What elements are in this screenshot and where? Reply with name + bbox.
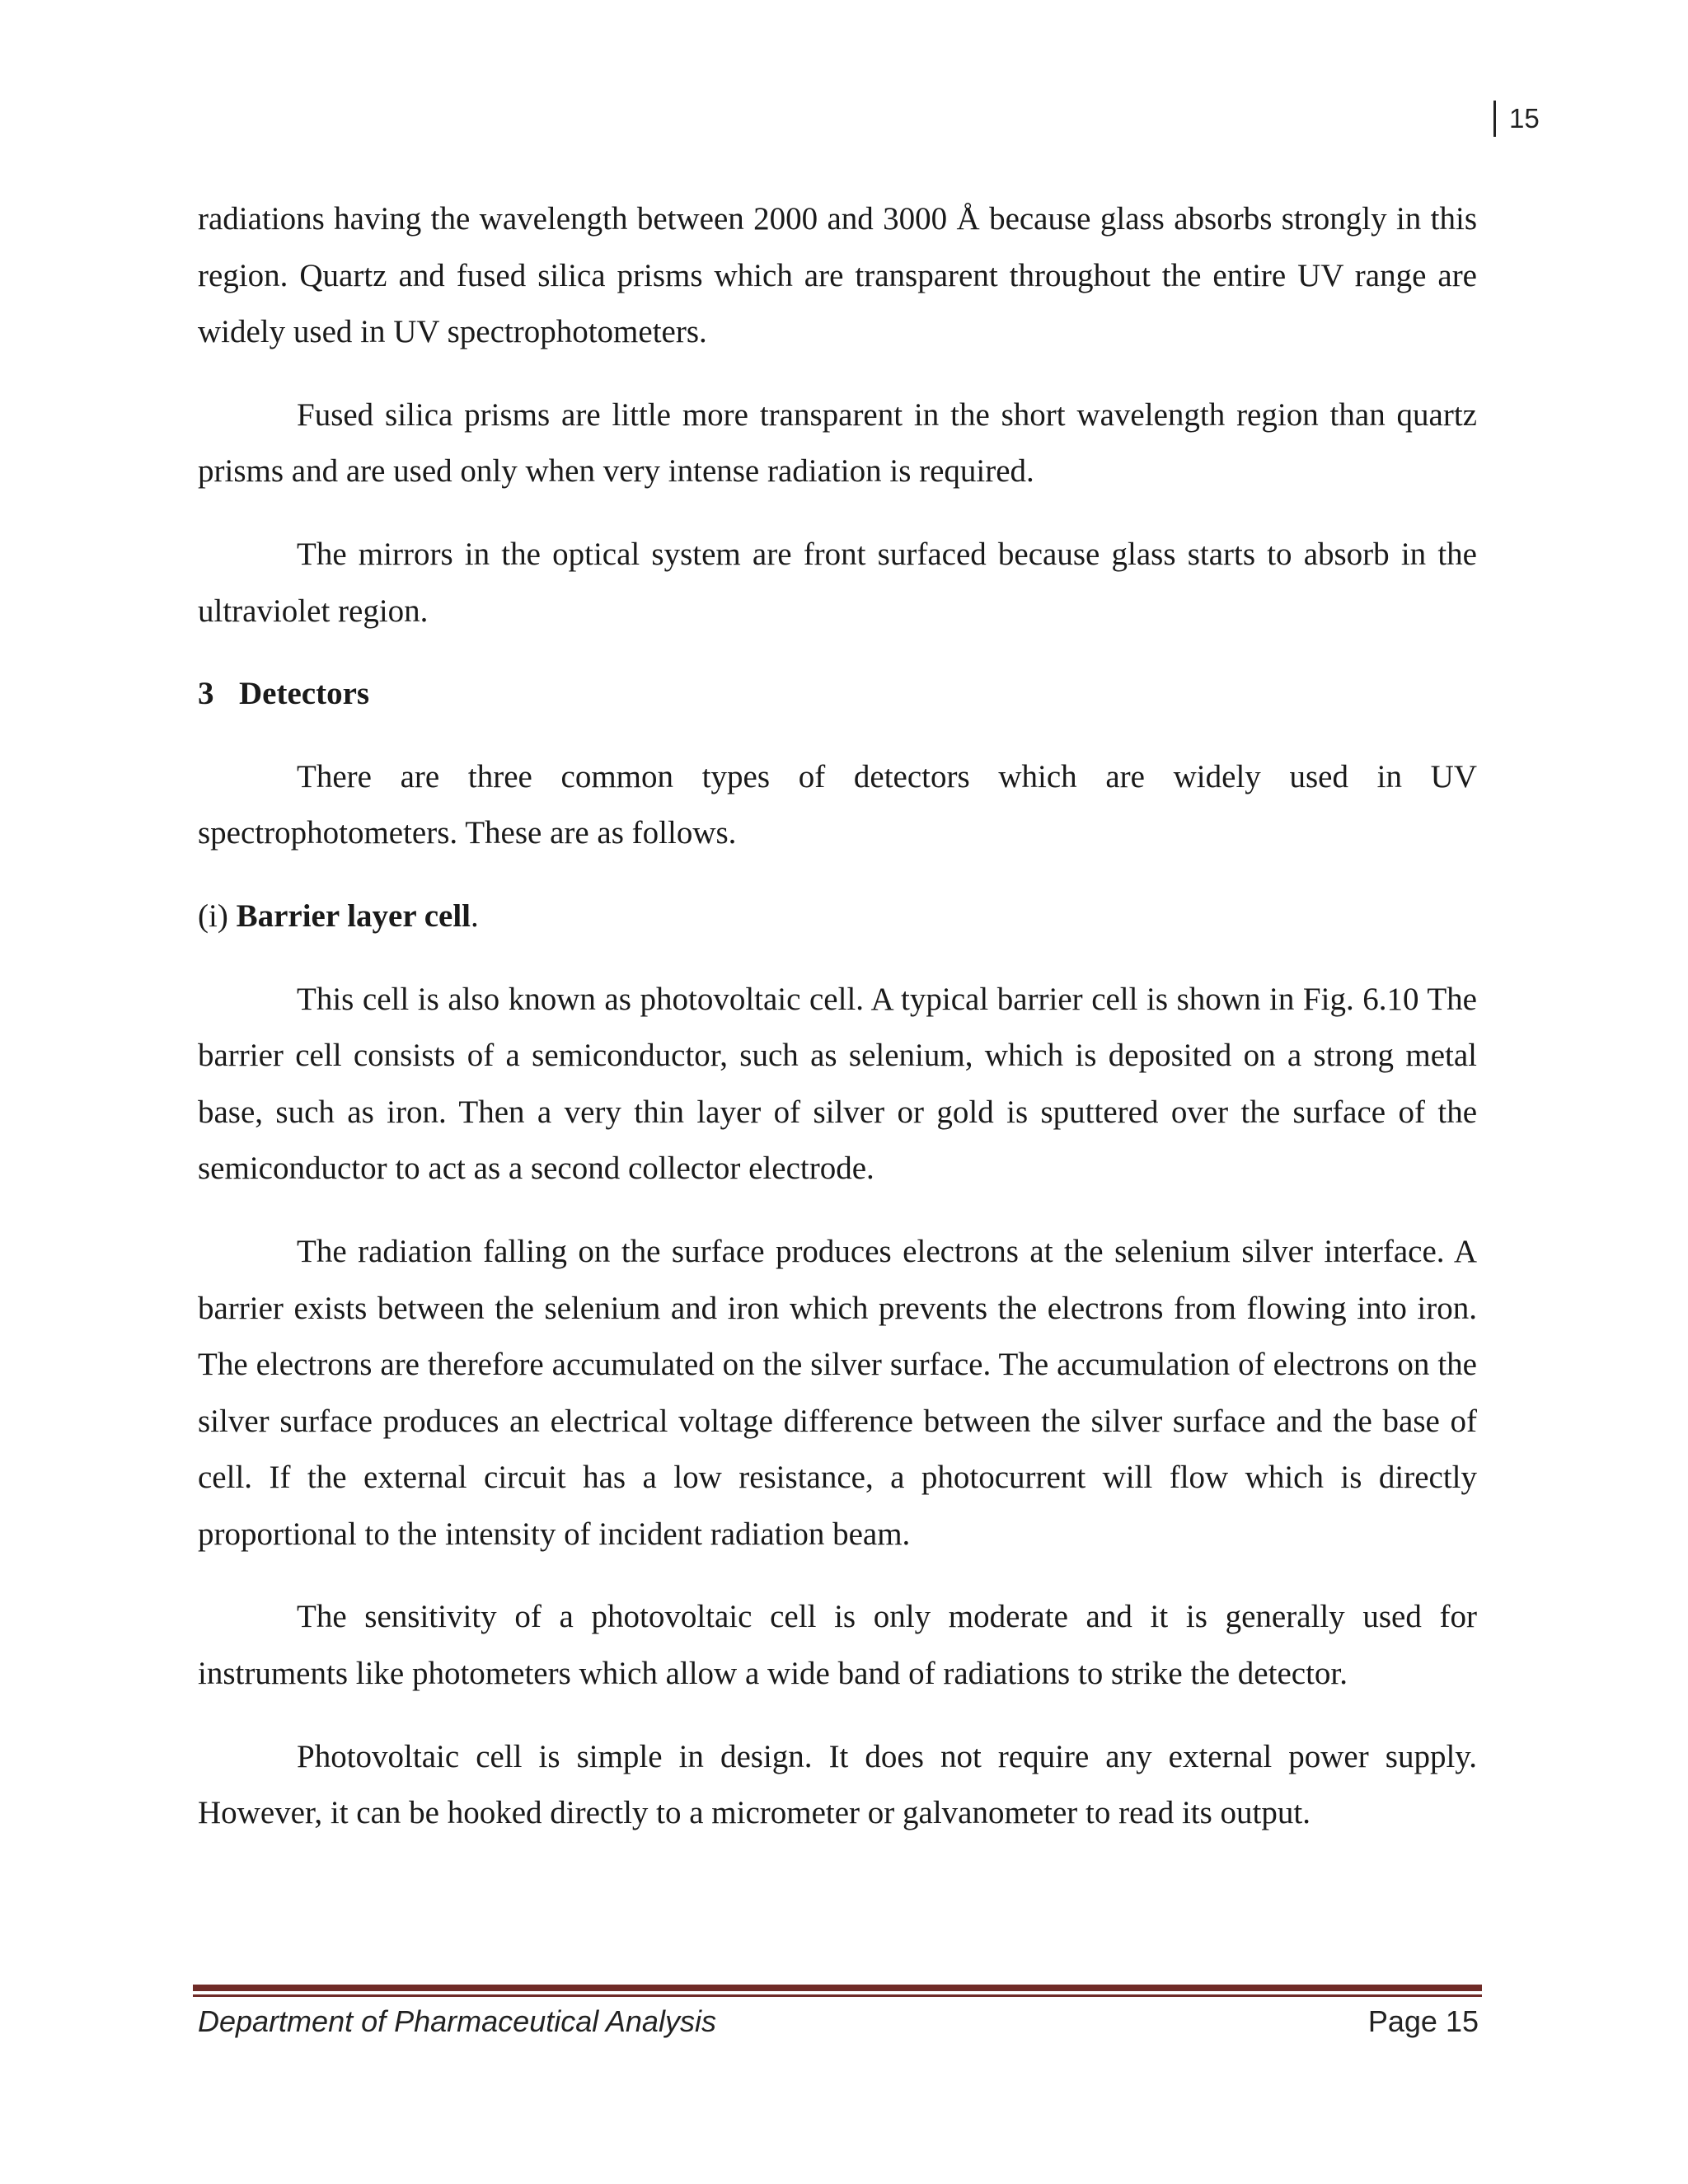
footer-rule-thin bbox=[193, 1994, 1482, 1997]
header-page-number: 15 bbox=[1493, 101, 1540, 137]
paragraph-2: Fused silica prisms are little more transparent in the short wavelength region than quartz prisms and are used only when very intense radiation is required. bbox=[198, 396, 1477, 490]
document-body bbox=[198, 191, 1477, 1868]
footer-department: Department of Pharmaceutical Analysis bbox=[198, 2004, 716, 2038]
paragraph-5: This cell is also known as photovoltaic cell. A typical barrier cell is shown in Fig. 6.10 The barrier cell consists of a semiconductor, such as selenium, which is deposited on a strong metal base, such as iron. Then a very thin layer of silver or gold is sputtered over the surface of the semiconductor to act as a second collector electrode. bbox=[198, 981, 1477, 1187]
subsection-prefix: (i) bbox=[198, 898, 237, 934]
section-number: 3 bbox=[198, 676, 214, 712]
section-heading bbox=[198, 666, 1477, 723]
paragraph-3: The mirrors in the optical system are front surfaced because glass starts to absorb in the ultraviolet region. bbox=[198, 536, 1477, 629]
section-title: Detectors bbox=[239, 676, 370, 712]
footer-rule bbox=[193, 1985, 1482, 2001]
paragraph-6: The radiation falling on the surface produces electrons at the selenium silver interface. A barrier exists between the selenium and iron which prevents the electrons from flowing into iron. The electrons are therefore accumulated on the silver surface. The accumulation of electrons on the silver surface produces an electrical voltage difference between the silver surface and the base of cell. If the external circuit has a low resistance, a photocurrent will flow which is directly proportional to the intensity of incident radiation beam. bbox=[198, 1233, 1477, 1552]
subsection-heading bbox=[198, 888, 1477, 945]
paragraph-7: The sensitivity of a photovoltaic cell is only moderate and it is generally used for instruments like photometers which allow a wide band of radiations to strike the detector. bbox=[198, 1599, 1477, 1692]
footer-rule-thick bbox=[193, 1985, 1482, 1991]
subsection-title: Barrier layer cell bbox=[236, 898, 471, 934]
paragraph-1: radiations having the wavelength between 2000 and 3000 Å because glass absorbs strongly in this region. Quartz and fused silica prisms which are transparent throughout the entire UV range are widely used in UV spectrophotometers. bbox=[198, 201, 1477, 350]
footer-page-label: Page 15 bbox=[1367, 2004, 1479, 2038]
paragraph-4: There are three common types of detectors which are widely used in UV spectrophotometers. These are as follows. bbox=[198, 758, 1477, 851]
subsection-suffix: . bbox=[471, 898, 479, 934]
paragraph-8: Photovoltaic cell is simple in design. It does not require any external power supply. However, it can be hooked directly to a micrometer or galvanometer to read its output. bbox=[198, 1738, 1477, 1831]
